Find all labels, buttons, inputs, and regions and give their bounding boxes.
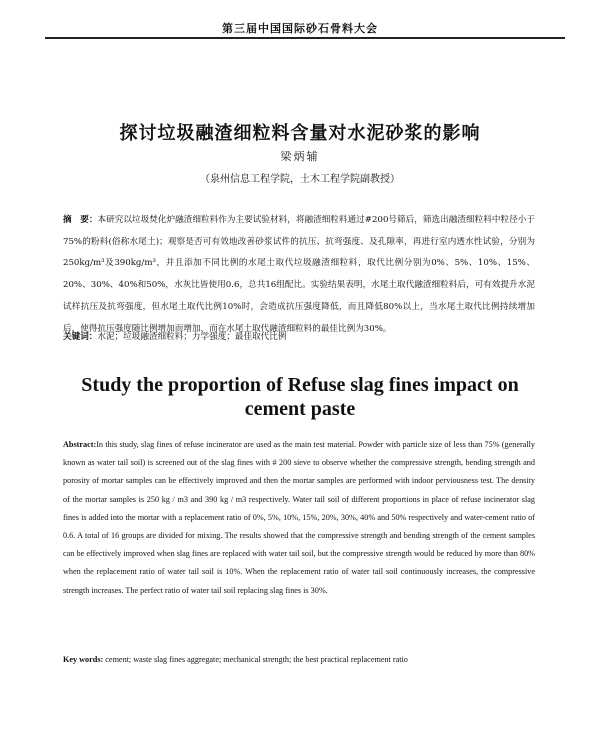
english-title-line-2: cement paste xyxy=(244,398,356,420)
chinese-keywords-label: 关键词： xyxy=(63,332,98,342)
chinese-title: 探讨垃圾融渣细粒料含量对水泥砂浆的影响 xyxy=(119,123,481,144)
chinese-abstract-text: 本研究以垃圾焚化炉融渣细粒料作为主要试验材料，将融渣细粒料通过#200号筛后，筛选出融渣细粒料中粒径小于75%的粉料(俗称水尾土)；观察是否可有效地改善砂浆试件的抗压、抗弯强度、及孔隙率，再进行室内透水性试验，分别为250kg/m³及390kg/m³，并且添加不同比例的水尾土取代垃圾融渣细粒料，取代比例分别为0%、5%、10%、15%、20%、30%、40%和50%，水灰比皆使用0.6，总共16组配比。实验结果表明，水尾土取代融渣细粒料后，可有效提升水泥试样抗压及抗弯强度，但水尾土取代比例10%时，会造成抗压强度降低，而且降低80%以上，当水尾土取代比例持续增加后，使得抗压强度随比例增加而增加，而在水尾土取代融渣细粒料的最佳比例为30%。 xyxy=(63,215,535,334)
header-rule xyxy=(45,37,565,39)
chinese-keywords-text: 水泥；垃圾融渣细粒料；力学强度；最佳取代比例 xyxy=(97,332,287,342)
english-abstract xyxy=(63,436,535,600)
english-keywords-text: cement; waste slag fines aggregate; mechanical strength; the best practical replacement ratio xyxy=(103,655,408,664)
chinese-affiliation: （泉州信息工程学院，土木工程学院副教授） xyxy=(200,174,400,185)
english-title xyxy=(60,373,540,421)
english-keywords xyxy=(63,655,535,664)
chinese-keywords xyxy=(63,330,535,342)
chinese-author: 梁炳辅 xyxy=(280,150,320,163)
english-title-line-1: Study the proportion of Refuse slag fines impact on xyxy=(81,374,519,396)
chinese-abstract xyxy=(63,210,535,340)
english-keywords-label: Key words: xyxy=(63,655,104,664)
english-abstract-label: Abstract: xyxy=(63,440,97,449)
english-abstract-text: In this study, slag fines of refuse incinerator are used as the main test material. Powder with particle size of less than 75% (generally known as water tail soil) is screened out of the slag fines with # 200 sieve to observe whether the compressive strength, bending strength and porosity of mortar samples can be effectively improved and then the mortar samples are performed with indoor perviousness test. The density of the mortar samples is 250 kg / m3 and 390 kg / m3 respectively. Water tail soil of different proportions in place of refuse incinerator slag fines is added into the mortar with a replacement ratio of 0%, 5%, 10%, 15%, 20%, 30%, 40% and 50% respectively and water-cement ratio of 0.6. A total of 16 groups are divided for mixing. The results showed that the compressive strength and bending strength of the cement samples can be effectively improved when slag fines are replaced with water tail soil, but the compressive strength would be reduced by more than 80% when the replacement ratio of water tail soil is 10%. When the replacement ratio of water tail soil continuously increases, the compressive strength increases. The perfect ratio of water tail soil replacing slag fines is 30%. xyxy=(63,440,535,595)
running-header: 第三届中国国际砂石骨料大会 xyxy=(222,22,378,35)
chinese-abstract-label: 摘 要： xyxy=(63,215,98,225)
